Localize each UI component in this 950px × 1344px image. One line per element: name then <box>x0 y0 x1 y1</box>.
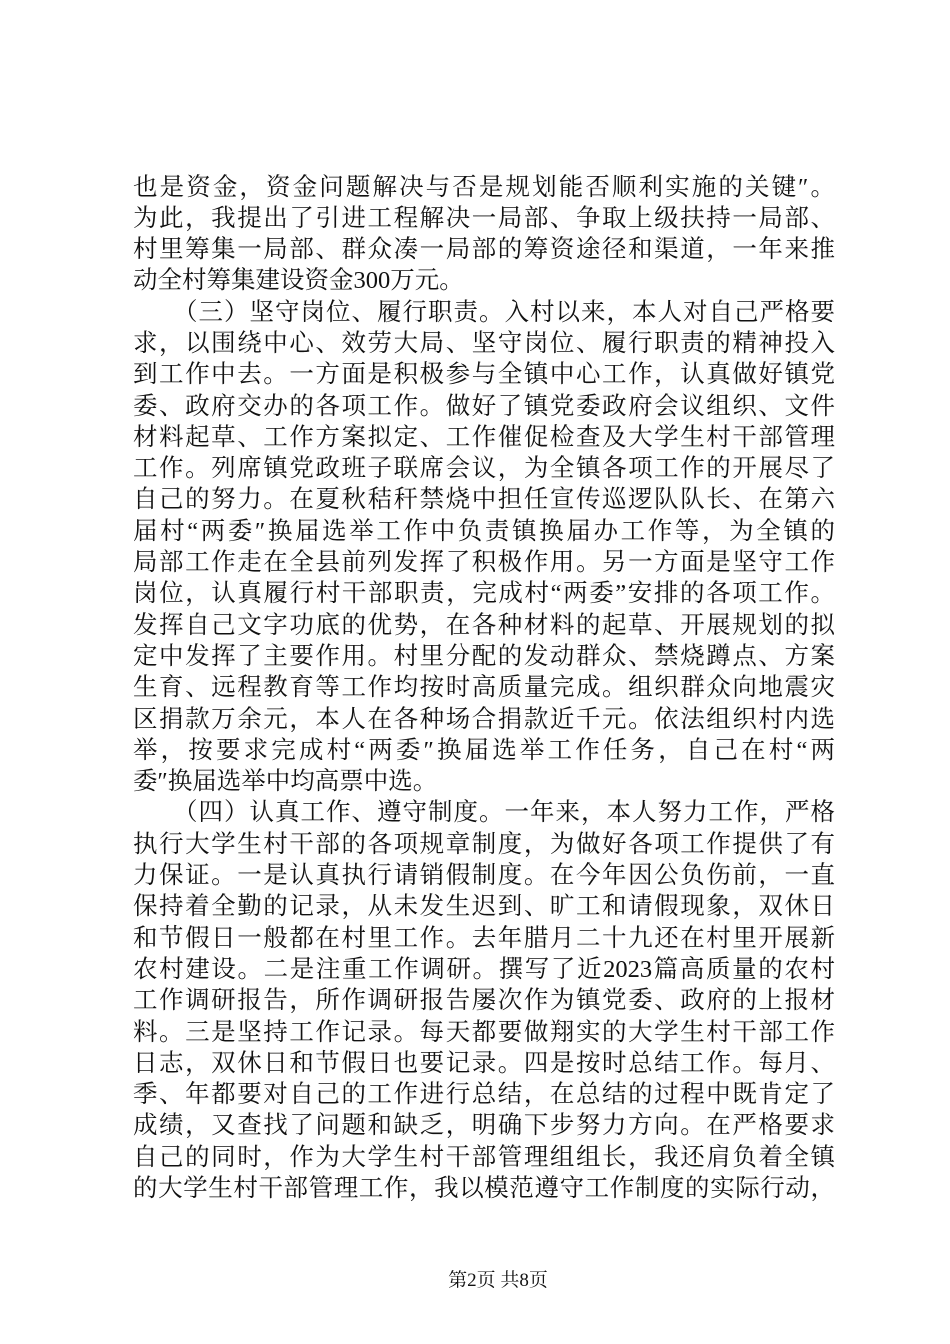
text-line: 执行大学生村干部的各项规章制度，为做好各项工作提供了有 <box>133 830 835 858</box>
text-line: 区捐款万余元，本人在各种场合捐款近千元。依法组织村内选 <box>133 705 835 733</box>
text-line: 举，按要求完成村“两委″换届选举工作任务，自己在村“两 <box>133 736 835 764</box>
section-heading-line: （四）认真工作、遵守制度。一年来，本人努力工作，严格 <box>173 799 835 827</box>
text-line: 局部工作走在全县前列发挥了积极作用。另一方面是坚守工作 <box>133 549 835 577</box>
paragraph-section-four <box>133 797 835 1204</box>
text-line: 农村建设。二是注重工作调研。撰写了近2023篇高质量的农村 <box>133 955 835 983</box>
text-line: 为此，我提出了引进工程解决一局部、争取上级扶持一局部、 <box>133 204 835 232</box>
text-line: 自己的同时，作为大学生村干部管理组组长，我还肩负着全镇 <box>133 1143 835 1171</box>
text-line: 日志，双休日和节假日也要记录。四是按时总结工作。每月、 <box>133 1049 835 1077</box>
paragraph-funding <box>133 172 835 297</box>
paragraph-section-three <box>133 297 835 798</box>
text-line: 动全村筹集建设资金300万元。 <box>133 267 464 295</box>
section-heading-line: （三）坚守岗位、履行职责。入村以来，本人对自己严格要 <box>173 298 835 326</box>
text-line: 村里筹集一局部、群众凑一局部的筹资途径和渠道，一年来推 <box>133 236 835 264</box>
page-number-footer: 第2页 共8页 <box>448 1270 548 1291</box>
text-line: 也是资金，资金问题解决与否是规划能否顺利实施的关键″。 <box>133 173 835 201</box>
text-line: 发挥自己文字功底的优势，在各种材料的起草、开展规划的拟 <box>133 611 835 639</box>
document-body <box>133 172 835 1205</box>
text-line: 和节假日一般都在村里工作。去年腊月二十九还在村里开展新 <box>133 924 835 952</box>
text-line: 的大学生村干部管理工作，我以模范遵守工作制度的实际行动， <box>133 1175 835 1202</box>
text-line: 材料起草、工作方案拟定、工作催促检查及大学生村干部管理 <box>133 423 835 451</box>
text-line: 委、政府交办的各项工作。做好了镇党委政府会议组织、文件 <box>133 392 835 420</box>
text-line: 工作。列席镇党政班子联席会议，为全镇各项工作的开展尽了 <box>133 455 835 483</box>
text-line: 届村“两委″换届选举工作中负责镇换届办工作等，为全镇的 <box>133 517 835 545</box>
text-line: 生育、远程教育等工作均按时高质量完成。组织群众向地震灾 <box>133 674 835 702</box>
text-line: 求，以围绕中心、效劳大局、坚守岗位、履行职责的精神投入 <box>133 329 835 357</box>
text-line: 岗位，认真履行村干部职责，完成村“两委”安排的各项工作。 <box>133 580 835 608</box>
text-line: 保持着全勤的记录，从未发生迟到、旷工和请假现象，双休日 <box>133 893 835 921</box>
text-line: 季、年都要对自己的工作进行总结，在总结的过程中既肯定了 <box>133 1081 835 1109</box>
text-line: 成绩，又查找了问题和缺乏，明确下步努力方向。在严格要求 <box>133 1112 835 1140</box>
text-line: 力保证。一是认真执行请销假制度。在今年因公负伤前，一直 <box>133 862 835 890</box>
text-line: 料。三是坚持工作记录。每天都要做翔实的大学生村干部工作 <box>133 1018 835 1046</box>
text-line: 自己的努力。在夏秋秸秆禁烧中担任宣传巡逻队队长、在第六 <box>133 486 835 514</box>
text-line: 定中发挥了主要作用。村里分配的发动群众、禁烧蹲点、方案 <box>133 642 835 670</box>
text-line: 到工作中去。一方面是积极参与全镇中心工作，认真做好镇党 <box>133 361 835 389</box>
text-line: 工作调研报告，所作调研报告屡次作为镇党委、政府的上报材 <box>133 987 835 1015</box>
text-line: 委″换届选举中均高票中选。 <box>133 768 438 796</box>
